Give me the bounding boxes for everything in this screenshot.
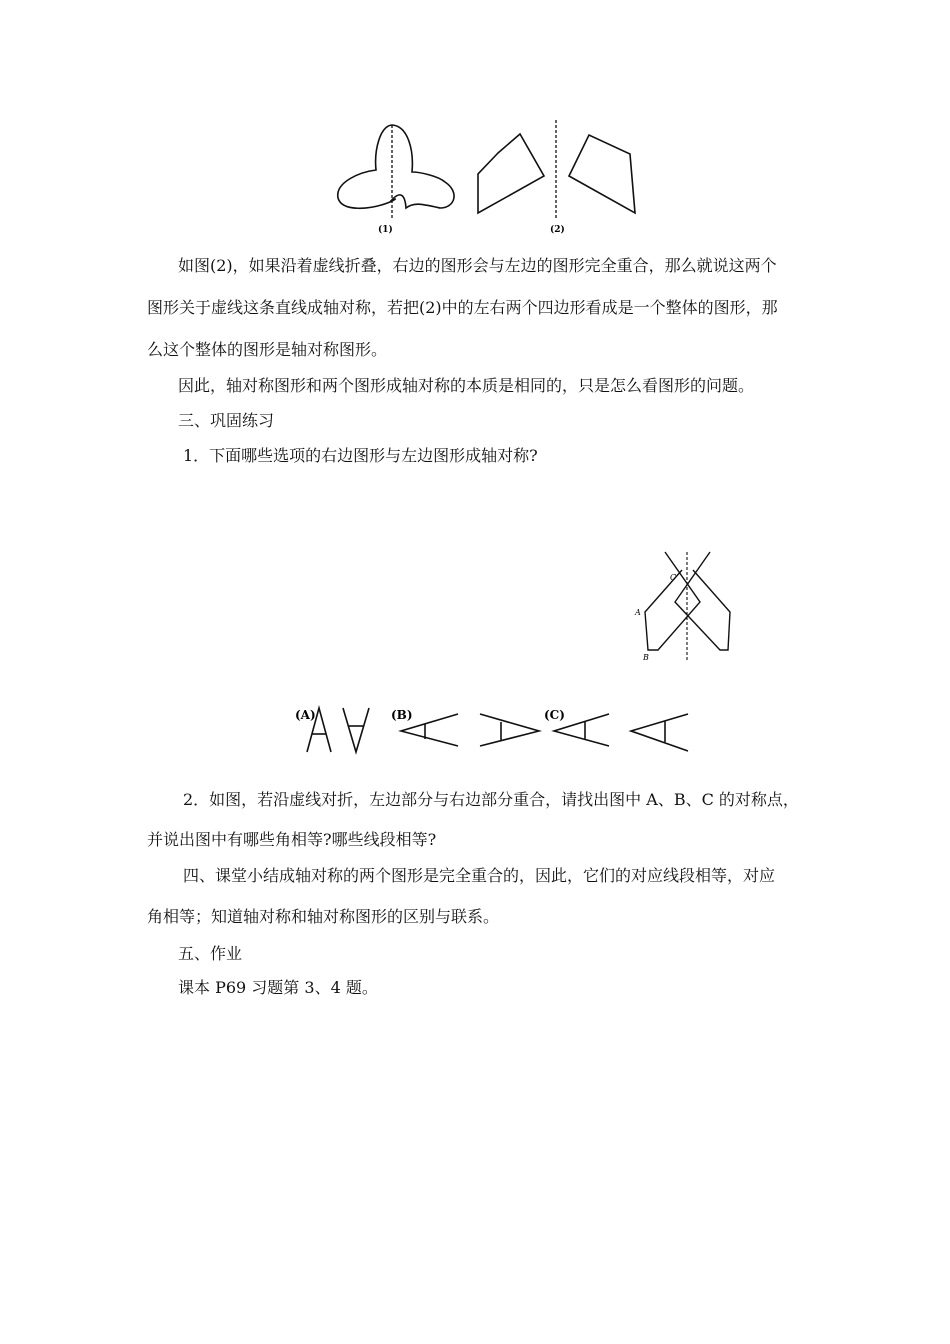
section-4-line-2: 角相等；知道轴对称和轴对称图形的区别与联系。 xyxy=(147,907,500,926)
option-a-right xyxy=(343,708,369,752)
arrow-label-a: A xyxy=(635,608,641,617)
paragraph-1-line-1: 如图(2)，如果沿着虚线折叠，右边的图形会与左边的图形完全重合，那么就说这两个 xyxy=(178,256,777,275)
right-quadrilateral xyxy=(569,135,635,213)
option-a-label: (A) xyxy=(295,708,316,722)
arrow-label-c: C xyxy=(670,573,677,582)
arrow-label-b: B xyxy=(643,653,649,662)
figure-label-1: (1) xyxy=(378,225,393,235)
option-c-right xyxy=(631,714,688,751)
figure-symmetry-examples xyxy=(330,120,650,240)
homework: 课本 P69 习题第 3、4 题。 xyxy=(178,978,378,997)
left-quadrilateral xyxy=(478,134,544,213)
section-5-heading: 五、作业 xyxy=(178,944,243,963)
option-b-right xyxy=(480,714,539,746)
right-half xyxy=(675,552,730,650)
figure-arrow xyxy=(630,550,740,665)
paragraph-1-line-3: 么这个整体的图形是轴对称图形。 xyxy=(147,340,388,359)
option-b-label: (B) xyxy=(391,708,413,722)
option-c-label: (C) xyxy=(544,708,565,722)
question-2-line-1: 2．如图，若沿虚线对折，左边部分与右边部分重合，请找出图中 A、B、C 的对称点， xyxy=(183,790,799,809)
question-1: 1．下面哪些选项的右边图形与左边图形成轴对称? xyxy=(183,446,538,465)
paragraph-1-line-2: 图形关于虚线这条直线成轴对称，若把(2)中的左右两个四边形看成是一个整体的图形，那 xyxy=(147,298,778,317)
figure-options xyxy=(295,706,695,756)
trefoil-shape xyxy=(338,125,454,208)
section-3-heading: 三、巩固练习 xyxy=(178,411,275,430)
figure-label-2: (2) xyxy=(550,225,565,235)
question-2-line-2: 并说出图中有哪些角相等?哪些线段相等? xyxy=(147,830,437,849)
left-half xyxy=(645,552,700,650)
paragraph-2: 因此，轴对称图形和两个图形成轴对称的本质是相同的，只是怎么看图形的问题。 xyxy=(178,376,755,395)
section-4-line-1: 四、课堂小结成轴对称的两个图形是完全重合的，因此，它们的对应线段相等，对应 xyxy=(183,866,776,885)
